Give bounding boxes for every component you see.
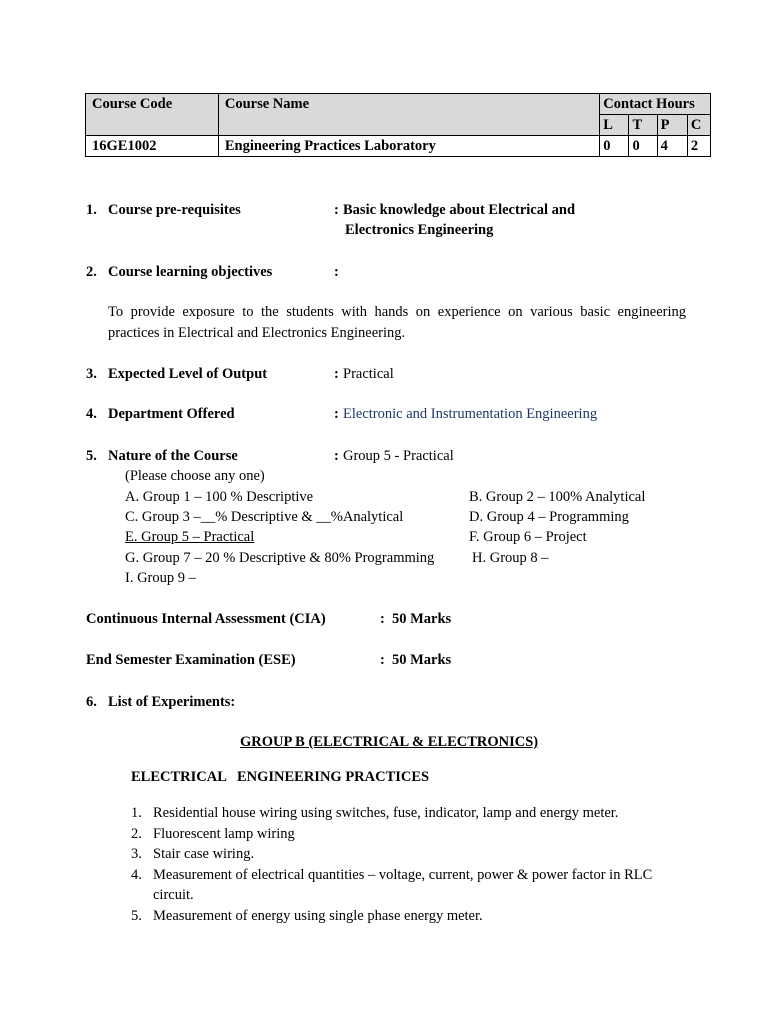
experiment-number: 1. — [131, 805, 142, 821]
experiment-number: 5. — [131, 908, 142, 924]
section-number: 2. — [86, 264, 97, 280]
course-code-cell: 16GE1002 — [86, 136, 219, 157]
ese-value: 50 Marks — [392, 652, 452, 668]
section-label: Course pre-requisites — [108, 202, 241, 218]
ltpc-header-t: T — [629, 115, 657, 136]
ltpc-header-c: C — [687, 115, 710, 136]
cia-value: 50 Marks — [392, 611, 452, 627]
nature-value: Group 5 - Practical — [343, 448, 454, 464]
course-name-cell: Engineering Practices Laboratory — [218, 136, 599, 157]
group-b-title: GROUP B (ELECTRICAL & ELECTRONICS) — [240, 734, 539, 750]
ltpc-cell-l: 0 — [600, 136, 629, 157]
group-b-subtitle: ELECTRICAL ENGINEERING PRACTICES — [131, 769, 430, 785]
course-table — [85, 93, 711, 157]
experiment-number: 3. — [131, 846, 142, 862]
ltpc-cell-t: 0 — [629, 136, 657, 157]
contact-hours-header: Contact Hours — [600, 94, 711, 115]
option-group-4: D. Group 4 – Programming — [469, 509, 629, 525]
experiment-text: Measurement of electrical quantities – voltage, current, power & power factor in RLC — [153, 867, 653, 883]
section-number: 3. — [86, 366, 97, 382]
cia-separator: : — [380, 611, 385, 627]
cia-label: Continuous Internal Assessment (CIA) — [86, 611, 326, 627]
ese-label: End Semester Examination (ESE) — [86, 652, 296, 668]
section-label: Expected Level of Output — [108, 366, 268, 382]
department-value: Electronic and Instrumentation Engineering — [343, 406, 598, 422]
option-group-8: H. Group 8 – — [472, 550, 549, 566]
section-label: List of Experiments: — [108, 694, 236, 710]
course-code-header: Course Code — [86, 94, 219, 136]
prerequisites-value-line2: Electronics Engineering — [345, 222, 494, 238]
ese-separator: : — [380, 652, 385, 668]
option-group-2: B. Group 2 – 100% Analytical — [469, 489, 646, 505]
section-label: Course learning objectives — [108, 264, 273, 280]
objectives-paragraph: To provide exposure to the students with hands on experience on various basic engineering practices in Electrical and Electronics Engineering. — [108, 304, 686, 341]
course-name-header: Course Name — [218, 94, 599, 136]
experiment-text-continued: circuit. — [153, 887, 194, 903]
ltpc-header-l: L — [600, 115, 629, 136]
section-label: Department Offered — [108, 406, 235, 422]
option-group-3: C. Group 3 –__% Descriptive & __%Analytical — [125, 509, 404, 525]
course-table-header-row — [86, 94, 711, 115]
section-number: 6. — [86, 694, 97, 710]
course-table-row — [86, 136, 711, 157]
section-separator: : — [334, 366, 339, 382]
experiment-text: Residential house wiring using switches, fuse, indicator, lamp and energy meter. — [153, 805, 619, 821]
expected-output-value: Practical — [343, 366, 394, 382]
experiment-text: Measurement of energy using single phase energy meter. — [153, 908, 483, 924]
experiment-text: Stair case wiring. — [153, 846, 255, 862]
option-group-7: G. Group 7 – 20 % Descriptive & 80% Programming — [125, 550, 435, 566]
ltpc-header-p: P — [657, 115, 687, 136]
prerequisites-value-line1: Basic knowledge about Electrical and — [343, 202, 576, 218]
option-group-6: F. Group 6 – Project — [469, 529, 587, 545]
section-separator: : — [334, 264, 339, 280]
section-label: Nature of the Course — [108, 448, 238, 464]
option-group-5-selected: E. Group 5 – Practical — [125, 529, 255, 545]
option-group-9: I. Group 9 – — [125, 570, 196, 586]
experiment-number: 2. — [131, 826, 142, 842]
section-number: 1. — [86, 202, 97, 218]
ltpc-cell-c: 2 — [687, 136, 710, 157]
section-separator: : — [334, 448, 339, 464]
ltpc-cell-p: 4 — [657, 136, 687, 157]
option-group-1: A. Group 1 – 100 % Descriptive — [125, 489, 314, 505]
section-number: 4. — [86, 406, 97, 422]
section-number: 5. — [86, 448, 97, 464]
choose-note: (Please choose any one) — [125, 468, 265, 484]
experiment-text: Fluorescent lamp wiring — [153, 826, 295, 842]
experiment-number: 4. — [131, 867, 142, 883]
section-separator: : — [334, 202, 339, 218]
section-separator: : — [334, 406, 339, 422]
